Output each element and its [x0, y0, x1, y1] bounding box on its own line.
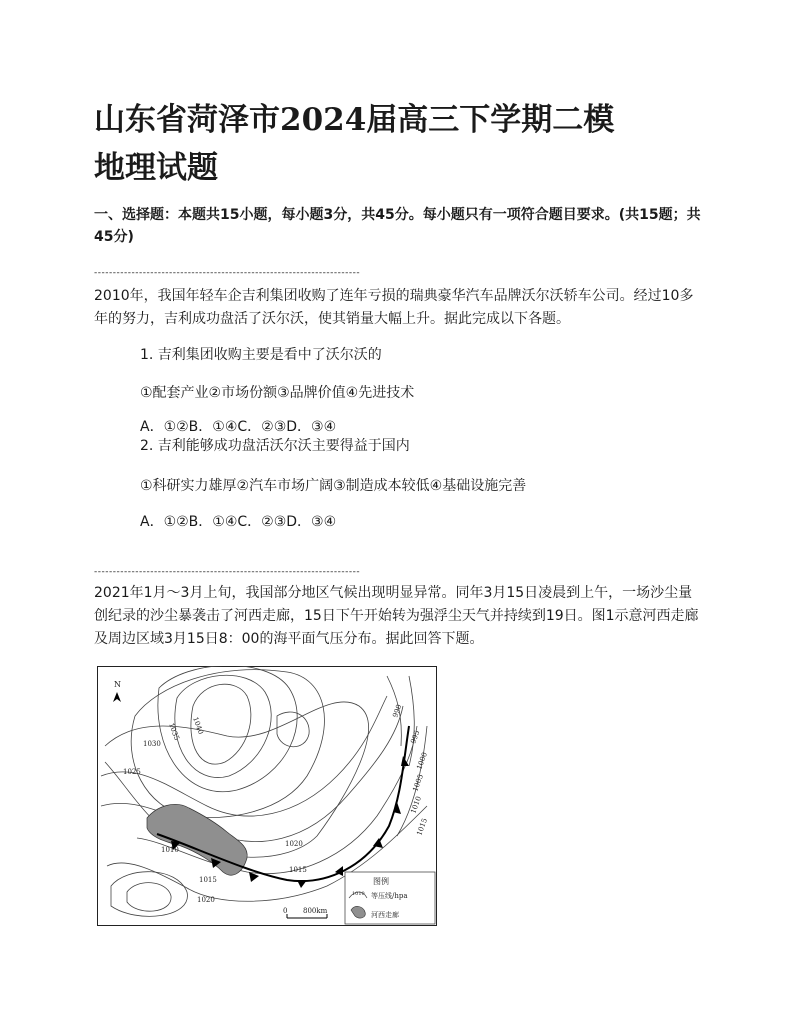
- isobar-label: 1020: [197, 896, 215, 904]
- divider-2: -----------------------------------------------------------------------: [94, 567, 361, 577]
- svg-text:等压线/hpa: 等压线/hpa: [371, 892, 408, 900]
- svg-text:0: 0: [283, 907, 288, 915]
- isobar-label: 1000: [415, 751, 429, 771]
- isobar-label: 1030: [143, 740, 161, 748]
- isobar-label: 995: [409, 729, 422, 745]
- isobar-label: 1035: [167, 721, 181, 742]
- isobar-label: 1015: [289, 866, 307, 874]
- svg-text:N: N: [114, 680, 121, 689]
- question-1-stem: 1. 吉利集团收购主要是看中了沃尔沃的: [140, 347, 382, 363]
- svg-text:800km: 800km: [303, 907, 328, 915]
- isobar-label: 990: [391, 703, 404, 719]
- page-title-line-2: 地理试题: [94, 150, 218, 186]
- isobar-label: 1040: [191, 715, 205, 736]
- question-1-choices[interactable]: A．①②B．①④C．②③D．③④: [140, 419, 337, 435]
- svg-text:河西走廊: 河西走廊: [371, 911, 399, 919]
- passage-2: 2021年1月～3月上旬，我国部分地区气候出现明显异常。同年3月15日凌晨到上午，一场沙尘量创纪录的沙尘暴袭击了河西走廊，15日下午开始转为强浮尘天气并持续到19日。图1示意河西走廊及周边区域3月15日8：00的海平面气压分布。据此回答下题。: [94, 585, 699, 647]
- isobar-label: 1015: [199, 876, 217, 884]
- isobar-label: 1015: [415, 817, 429, 837]
- isobar-label: 1025: [123, 768, 141, 776]
- isobar-label: 1010: [161, 846, 179, 854]
- divider: -----------------------------------------------------------------------: [94, 268, 361, 278]
- question-2-stem: 2. 吉利能够成功盘活沃尔沃主要得益于国内: [140, 438, 410, 454]
- isobar-label: 1020: [285, 840, 303, 848]
- map-legend: [345, 872, 435, 924]
- section-header: 一、选择题：本题共15小题，每小题3分，共45分。每小题只有一项符合题目要求。(共15题；共45分): [94, 207, 701, 245]
- question-2-items: ①科研实力雄厚②汽车市场广阔③制造成本较低④基础设施完善: [140, 478, 527, 494]
- svg-text:1010: 1010: [352, 891, 365, 897]
- isobar-label: 1005: [411, 773, 425, 793]
- page-title-line-1: 山东省菏泽市2024届高三下学期二模: [94, 102, 615, 138]
- svg-text:图例: 图例: [373, 877, 389, 886]
- question-1-items: ①配套产业②市场份额③品牌价值④先进技术: [140, 385, 415, 401]
- isobar-map: [97, 666, 437, 926]
- question-2-choices[interactable]: A．①②B．①④C．②③D．③④: [140, 514, 337, 530]
- isobar-map-figure: [97, 666, 437, 926]
- passage-1: 2010年，我国年轻车企吉利集团收购了连年亏损的瑞典豪华汽车品牌沃尔沃轿车公司。经过10多年的努力，吉利成功盘活了沃尔沃，使其销量大幅上升。据此完成以下各题。: [94, 288, 694, 327]
- isobar-label: 1010: [409, 795, 423, 815]
